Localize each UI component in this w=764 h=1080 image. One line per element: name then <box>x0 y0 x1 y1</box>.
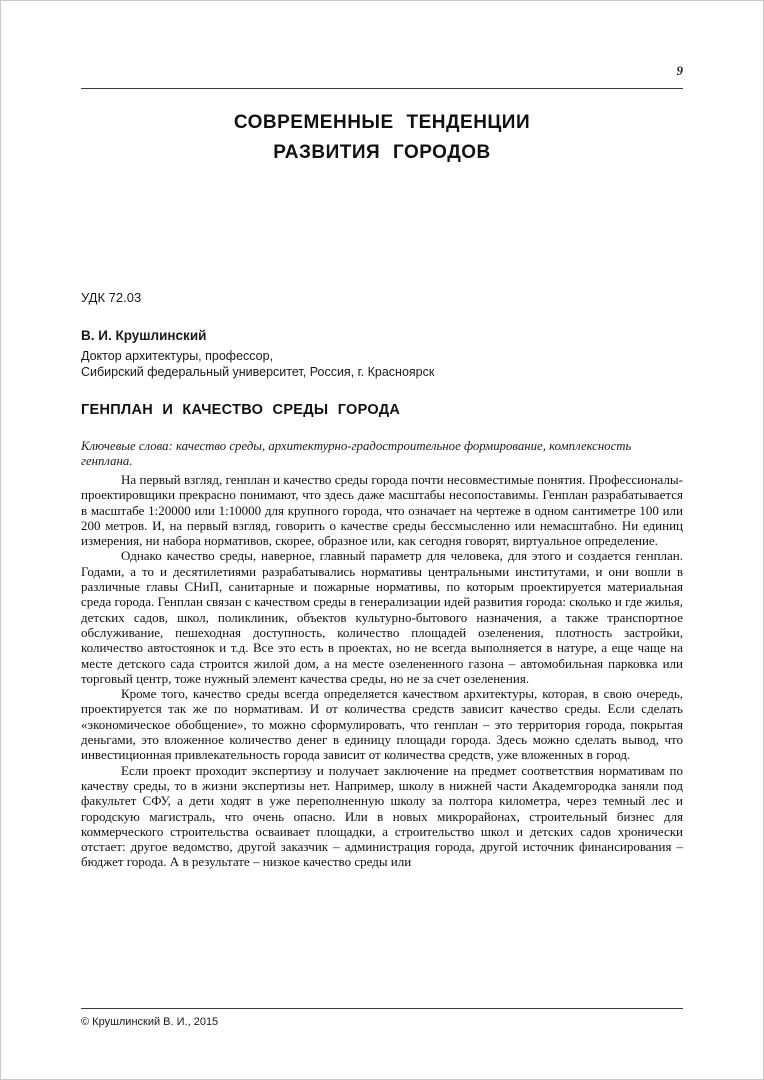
paragraph: Кроме того, качество среды всегда определяется качеством архитектуры, которая, в свою очередь, проектируется так же по нормативам. И от количества средств зависит качество среды. Если сделать «экономическое обобщение», то можно сформулировать, что генплан – это территория города, покрытая деньгами, это вложенное количество денег в единицу площади города. Здесь можно сделать вывод, что инвестиционная привлекательность города зависит от количества средств, уже вложенных в город. <box>81 686 683 763</box>
footer-divider <box>81 1008 683 1009</box>
udc-label: УДК 72.03 <box>81 290 142 305</box>
author-name: В. И. Крушлинский <box>81 328 207 343</box>
author-affiliation: Сибирский федеральный университет, Россия, г. Красноярск <box>81 365 435 379</box>
copyright-note: © Крушлинский В. И., 2015 <box>81 1016 219 1028</box>
paragraph: Однако качество среды, наверное, главный параметр для человека, для этого и создается генплан. Годами, а то и десятилетиями разрабатывались нормативы центральными институтами, и они вошли в различные главы СНиП, санитарные и пожарные нормативы, по которым проектируется материальная среда города. Генплан связан с качеством среды в генерализации идей развития города: сколько и где жилья, детских садов, школ, поликлиник, объектов культурно-бытового назначения, а также транспортное обслуживание, пешеходная доступность, количество площадей озеленения, плотность застройки, количество автостоянок и т.д. Все это есть в проектах, но не всегда выполняется в натуре, а еще чаще на месте детского сада строится жилой дом, а на месте озелененного газона – автомобильная парковка или торговый центр, тоже нужный элемент качества среды, но не за счет озеленения. <box>81 548 683 686</box>
keywords-line: Ключевые слова: качество среды, архитектурно-градостроительное формирование, комплексность генплана. <box>81 439 632 468</box>
paragraph: На первый взгляд, генплан и качество среды города почти несовместимые понятия. Профессионалы-проектировщики прекрасно понимают, что здесь даже масштабы несопоставимы. Генплан разрабатывается в масштабе 1:20000 или 1:10000 для крупного города, что означает на чертеже в одном сантиметре 100 или 200 метров. И, на первый взгляд, говорить о качестве среды бессмысленно или немасштабно. Ни единиц измерения, ни набора нормативов, скорее, образное или, как сегодня говорят, виртуальное определение. <box>81 472 683 549</box>
header-divider <box>81 88 683 89</box>
paper-title <box>81 108 683 168</box>
page-number: 9 <box>676 63 683 78</box>
paper-title-line-1: СОВРЕМЕННЫЕ ТЕНДЕНЦИИ <box>233 112 531 133</box>
paragraph: Если проект проходит экспертизу и получает заключение на предмет соответствия нормативам по качеству среды, то в жизни экспертизы нет. Например, школу в нижней части Академгородка заняли под факультет СФУ, а дети ходят в уже переполненную школу за полтора километра, через темный лес и городскую магистраль, что очень опасно. Или в новых микрорайонах, строительный бизнес для коммерческого строительства осваивает площадки, а строительство школ и детских садов хронически отстает: другое ведомство, другой заказчик – администрация города, другой источник финансирования – бюджет города. А в результате – низкое качество среды или <box>81 762 683 870</box>
article-body <box>81 472 683 870</box>
author-block <box>81 328 683 380</box>
article-heading: ГЕНПЛАН И КАЧЕСТВО СРЕДЫ ГОРОДА <box>81 402 401 418</box>
author-degree: Доктор архитектуры, профессор, <box>81 349 274 363</box>
paper-title-line-2: РАЗВИТИЯ ГОРОДОВ <box>273 142 491 163</box>
